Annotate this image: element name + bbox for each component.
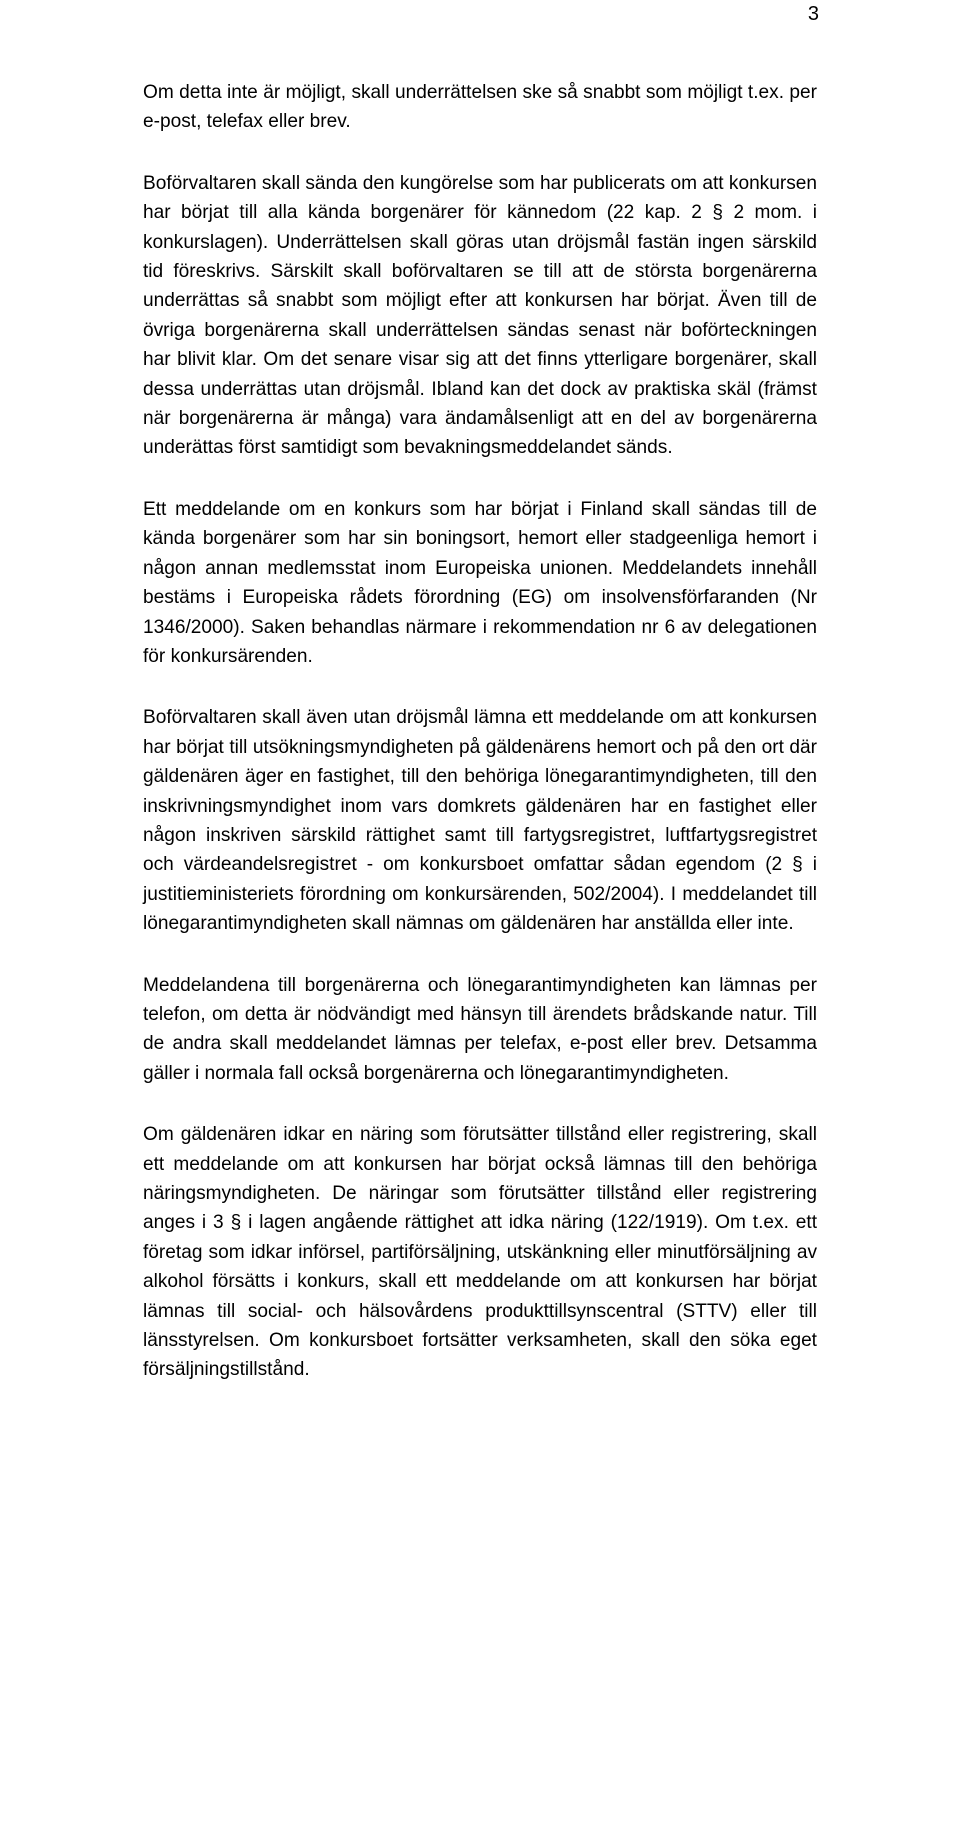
paragraph-notification-method: Om detta inte är möjligt, skall underrättelsen ske så snabbt som möjligt t.ex. per e-post, telefax eller brev. [143,82,817,133]
paragraph-eu-creditors: Ett meddelande om en konkurs som har börjat i Finland skall sändas till de kända borgenärer som har sin boningsort, hemort eller stadgeenliga hemort i någon annan medlemsstat inom Europeiska unionen. Meddelandets innehåll bestäms i Europeiska rådets förordning (EG) om insolvensförfaranden (Nr 1346/2000). Saken behandlas närmare i rekommendation nr 6 av delegationen för konkursärenden. [143,498,817,667]
page-number: 3 [807,3,819,25]
paragraph-notice-delivery: Meddelandena till borgenärerna och lönegarantimyndigheten kan lämnas per telefon, om detta är nödvändigt med hänsyn till ärendets brådskande natur. Till de andra skall meddelandet lämnas per telefax, e-post eller brev. Detsamma gäller i normala fall också borgenärerna och lönegarantimyndigheten. [143,974,817,1084]
paragraph-creditor-notice: Boförvaltaren skall sända den kungörelse som har publicerats om att konkursen har börjat till alla kända borgenärer för kännedom (22 kap. 2 § 2 mom. i konkurslagen). Underrättelsen skall göras utan dröjsmål fastän ingen särskild tid föreskrivs. Särskilt skall boförvaltaren se till att de största borgenärerna underrättas så snabbt som möjligt efter att konkursen har börjat. Även till de övriga borgenärerna skall underrättelsen sändas senast när boförteckningen har blivit klar. Om det senare visar sig att det finns ytterligare borgenärer, skall dessa underrättas utan dröjsmål. Ibland kan det dock av praktiska skäl (främst när borgenärerna är många) vara ändamålsenligt att en del av borgenärerna underättas först samtidigt som bevakningsmeddelandet sänds. [143,172,817,459]
paragraph-business-license: Om gäldenären idkar en näring som förutsätter tillstånd eller registrering, skall ett meddelande om att konkursen har börjat också lämnas till den behöriga näringsmyndigheten. De näringar som förutsätter tillstånd eller registrering anges i 3 § i lagen angående rättighet att idka näring (122/1919). Om t.ex. ett företag som idkar införsel, partiförsäljning, utskänkning eller minutförsäljning av alkohol försätts i konkurs, skall ett meddelande om att konkursen har börjat lämnas till social- och hälsovårdens produkttillsynscentral (STTV) eller till länsstyrelsen. Om konkursboet fortsätter verksamheten, skall den söka eget försäljningstillstånd. [143,1124,817,1381]
document-body [143,78,817,1385]
paragraph-authority-notices: Boförvaltaren skall även utan dröjsmål lämna ett meddelande om att konkursen har börjat till utsökningsmyndigheten på gäldenärens hemort och på den ort där gäldenären äger en fastighet, till den behöriga lönegarantimyndigheten, till den inskrivningsmyndighet inom vars domkrets gäldenären har en fastighet eller någon inskriven särskild rättighet samt till fartygsregistret, luftfartygsregistret och värdeandelsregistret - om konkursboet omfattar sådan egendom (2 § i justitieministeriets förordning om konkursärenden, 502/2004). I meddelandet till lönegarantimyndigheten skall nämnas om gäldenären har anställda eller inte. [143,707,817,935]
